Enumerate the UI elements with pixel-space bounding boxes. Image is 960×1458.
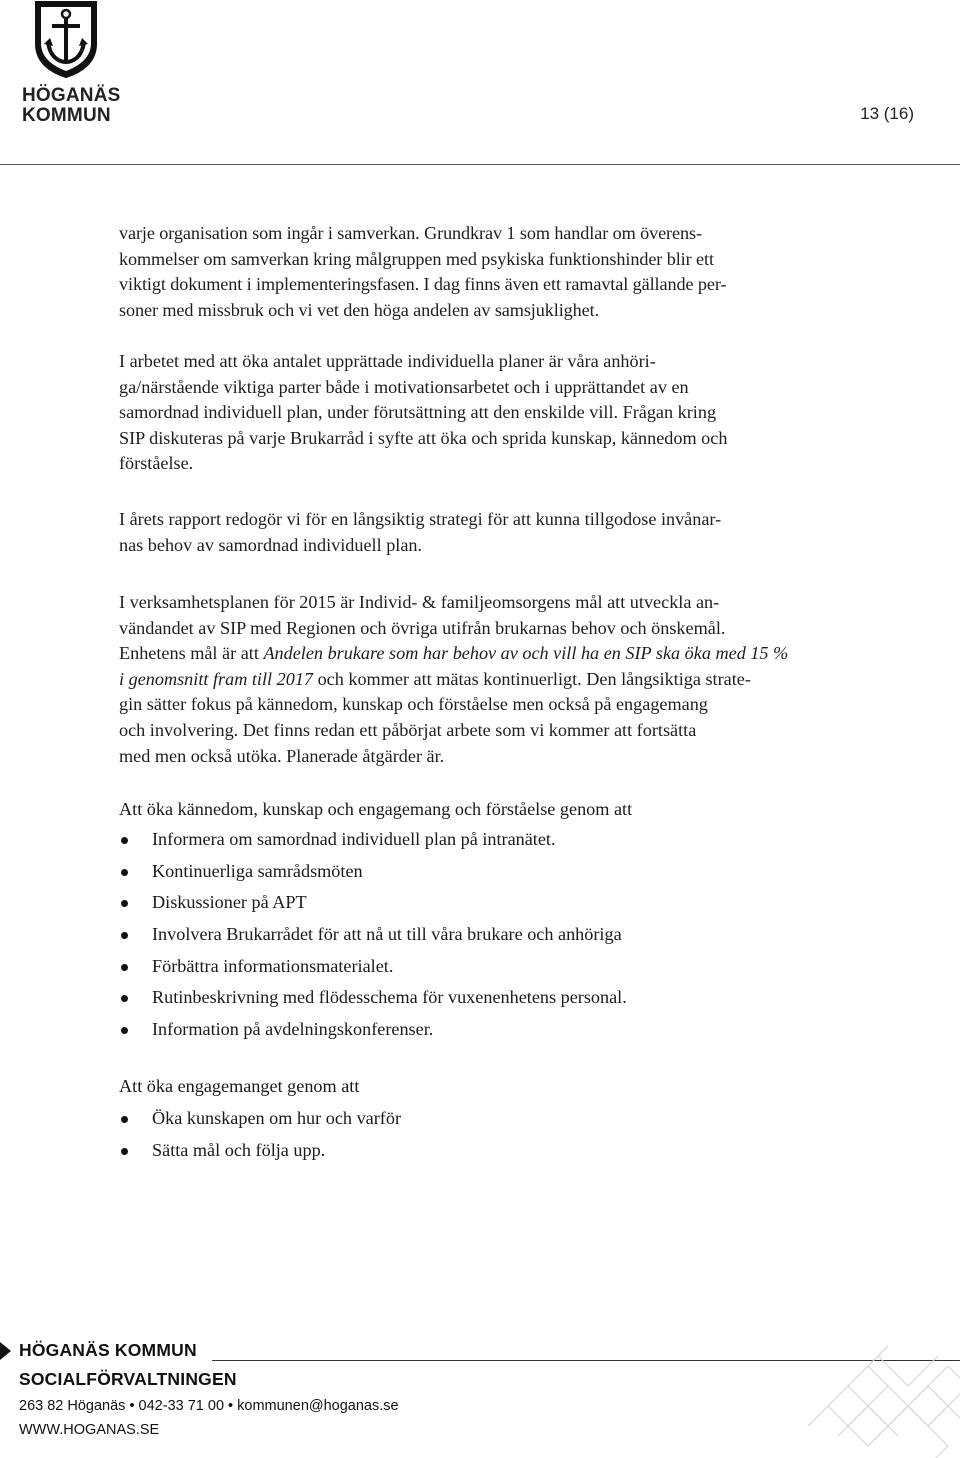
arrow-right-icon: [0, 1342, 11, 1360]
list-item-text: Information på avdelningskonferenser.: [152, 1019, 434, 1040]
footer-department: SOCIALFÖRVALTNINGEN: [19, 1369, 237, 1389]
footer-website-link[interactable]: WWW.HOGANAS.SE: [19, 1422, 160, 1438]
paragraph-business-plan: [119, 590, 849, 769]
paragraph-individual-plans: [119, 349, 849, 477]
bullet-icon: [121, 932, 128, 939]
footer-org-name: HÖGANÄS KOMMUN: [19, 1340, 197, 1360]
text-line: viktigt dokument i implementeringsfasen. I dag finns även ett ramavtal gällande per-: [119, 274, 727, 295]
bullet-icon: [121, 1148, 128, 1155]
text-line: SIP diskuteras på varje Brukarråd i syfte att öka och sprida kunskap, kännedom och: [119, 427, 728, 448]
anchor-shield-icon: [32, 0, 100, 78]
text-line: gin sätter fokus på kännedom, kunskap och förståelse men också på engagemang: [119, 694, 708, 715]
footer-contact: 263 82 Höganäs • 042-33 71 00 • kommunen@hoganas.se: [19, 1398, 399, 1414]
list-item: [119, 1017, 627, 1049]
bullet-icon: [121, 837, 128, 844]
bullet-icon: [121, 869, 128, 876]
list-item-text: Förbättra informationsmaterialet.: [152, 955, 394, 976]
goal-italic: Andelen brukare som har behov av och vill ha en SIP ska öka med 15 %: [263, 643, 789, 664]
list-item-text: Involvera Brukarrådet för att nå ut till våra brukare och anhöriga: [152, 924, 622, 945]
list-item: [119, 827, 627, 859]
text-line: I verksamhetsplanen för 2015 är Individ- & familjeomsorgens mål att utveckla an-: [119, 592, 720, 612]
bullet-icon: [121, 964, 128, 971]
text-line: nas behov av samordnad individuell plan.: [119, 534, 423, 555]
list-item-text: Sätta mål och följa upp.: [152, 1139, 326, 1160]
bullet-list-awareness: [119, 827, 627, 1049]
list-item-text: Rutinbeskrivning med flödesschema för vuxenenhetens personal.: [152, 987, 627, 1008]
list-item: [119, 985, 627, 1017]
list-item: [119, 1138, 401, 1170]
list-item-text: Öka kunskapen om hur och varför: [152, 1108, 401, 1128]
list-intro-awareness: Att öka kännedom, kunskap och engagemang och förståelse genom att: [119, 799, 633, 819]
list-item: [119, 890, 627, 922]
bullet-list-engagement: [119, 1106, 401, 1169]
text-line: soner med missbruk och vi vet den höga andelen av samsjuklighet.: [119, 299, 600, 320]
bullet-icon: [121, 1116, 128, 1123]
bullet-icon: [121, 1027, 128, 1034]
paragraph-annual-report: [119, 507, 849, 558]
bullet-icon: [121, 900, 128, 907]
text-line: med men också utöka. Planerade åtgärder är.: [119, 745, 445, 766]
text-line: I årets rapport redogör vi för en långsiktig strategi för att kunna tillgodose invånar-: [119, 509, 722, 529]
list-intro-engagement: Att öka engagemanget genom att: [119, 1076, 360, 1096]
text-line: kommelser om samverkan kring målgruppen med psykiska funktionshinder blir ett: [119, 248, 714, 269]
list-item: [119, 954, 627, 986]
list-item-text: Informera om samordnad individuell plan på intranätet.: [152, 829, 556, 849]
header-divider: [0, 164, 960, 165]
bullet-icon: [121, 995, 128, 1002]
goal-italic: i genomsnitt fram till 2017: [119, 668, 314, 689]
page-footer: [0, 1336, 960, 1458]
text-line: och kommer att mätas kontinuerligt. Den långsiktiga strate-: [313, 668, 751, 689]
text-line: Enhetens mål är att: [119, 643, 264, 664]
list-item: [119, 922, 627, 954]
text-line: varje organisation som ingår i samverkan. Grundkrav 1 som handlar om överens-: [119, 223, 702, 243]
list-item: [119, 859, 627, 891]
text-line: ga/närstående viktiga parter både i motivationsarbetet och i upprättandet av en: [119, 376, 689, 397]
paragraph-organisation: [119, 221, 849, 323]
logo-text-line2: KOMMUN: [22, 105, 111, 126]
logo-wordmark: [22, 86, 121, 126]
text-line: I arbetet med att öka antalet upprättade individuella planer är våra anhöri-: [119, 351, 656, 371]
text-line: och involvering. Det finns redan ett påbörjat arbete som vi kommer att fortsätta: [119, 719, 697, 740]
text-line: samordnad individuell plan, under förutsättning att den enskilde vill. Frågan kring: [119, 402, 717, 423]
list-item-text: Diskussioner på APT: [152, 892, 307, 913]
list-item: [119, 1106, 401, 1138]
list-item-text: Kontinuerliga samrådsmöten: [152, 860, 363, 881]
text-line: förståelse.: [119, 453, 194, 474]
page-number: 13 (16): [860, 104, 914, 123]
hoganas-logo: [18, 0, 121, 130]
decorative-pattern-icon: [808, 1346, 960, 1458]
logo-text-line1: HÖGANÄS: [22, 85, 121, 106]
text-line: vändandet av SIP med Regionen och övriga utifrån brukarnas behov och önskemål.: [119, 617, 726, 638]
